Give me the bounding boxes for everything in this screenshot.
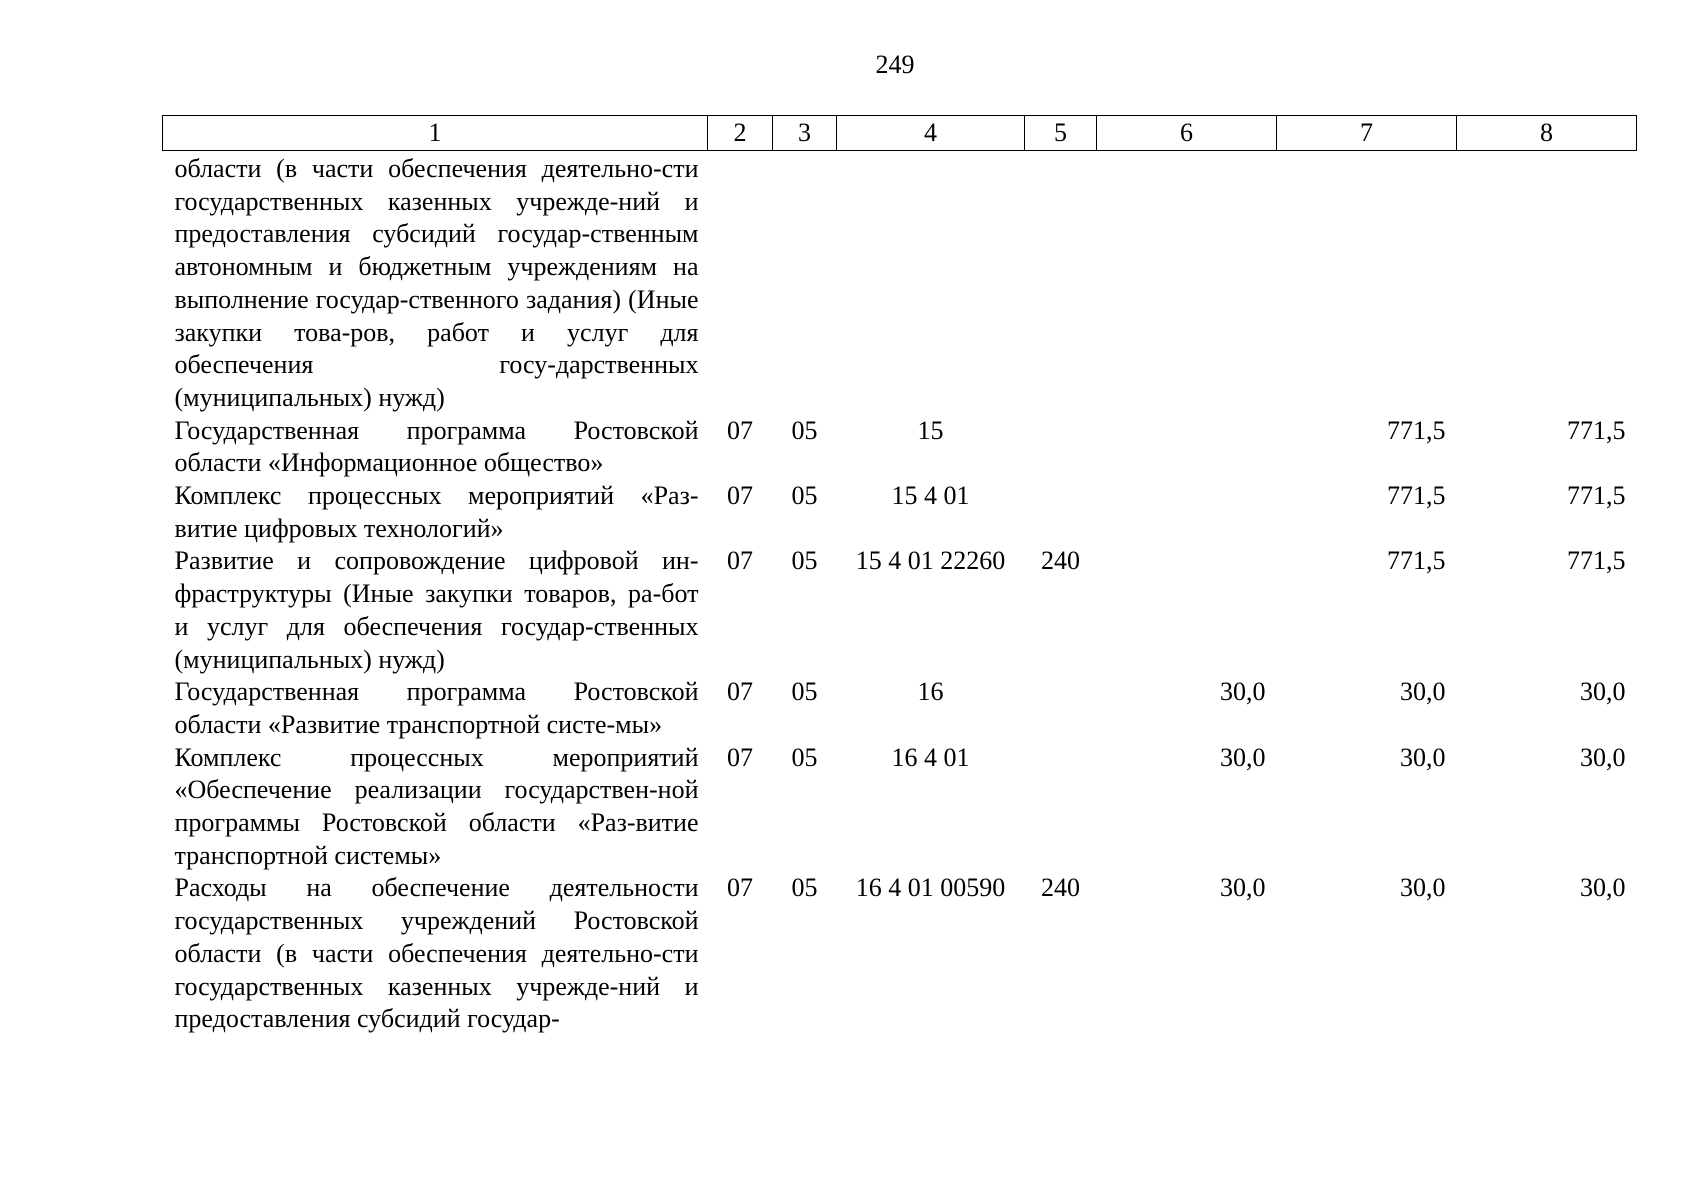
row-col8: 771,5 bbox=[1567, 546, 1626, 576]
table-row bbox=[163, 545, 1637, 676]
column-header: 6 bbox=[1097, 116, 1277, 151]
row-col8: 30,0 bbox=[1580, 873, 1626, 903]
row-rz: 07 bbox=[727, 481, 753, 511]
column-header: 2 bbox=[708, 116, 773, 151]
row-rz: 07 bbox=[727, 546, 753, 576]
row-col8: 771,5 bbox=[1567, 415, 1626, 445]
row-csr: 16 4 01 00590 bbox=[855, 873, 1006, 903]
row-vr bbox=[1025, 480, 1097, 545]
row-vr: 240 bbox=[1041, 546, 1080, 576]
column-header: 4 bbox=[837, 116, 1025, 151]
column-header: 5 bbox=[1025, 116, 1097, 151]
row-vr bbox=[1025, 151, 1097, 415]
row-name: Государственная программа Ростовской области «Развитие транспортной систе-мы» bbox=[174, 677, 699, 739]
table-row bbox=[163, 480, 1637, 545]
row-name: Государственная программа Ростовской области «Информационное общество» bbox=[174, 415, 699, 478]
row-col8: 30,0 bbox=[1580, 677, 1626, 707]
row-col6 bbox=[1097, 151, 1277, 415]
row-col8 bbox=[1457, 151, 1637, 415]
row-name: Комплекс процессных мероприятий «Раз-витие цифровых технологий» bbox=[174, 481, 699, 543]
table-header-row bbox=[163, 116, 1637, 151]
table-row bbox=[163, 415, 1637, 480]
column-header: 1 bbox=[163, 116, 708, 151]
row-csr: 15 4 01 bbox=[891, 481, 970, 511]
row-pr: 05 bbox=[791, 677, 818, 707]
row-csr: 16 bbox=[917, 677, 944, 707]
row-pr: 05 bbox=[791, 546, 818, 576]
table-row bbox=[163, 872, 1637, 1036]
row-col6 bbox=[1097, 480, 1277, 545]
row-vr bbox=[1025, 676, 1097, 741]
row-rz: 07 bbox=[727, 415, 753, 445]
row-csr bbox=[837, 151, 1025, 415]
row-csr: 15 4 01 22260 bbox=[855, 546, 1006, 576]
row-name: Комплекс процессных мероприятий «Обеспечение реализации государствен-ной программы Ростовской области «Раз-витие транспортной системы» bbox=[174, 742, 699, 870]
row-pr: 05 bbox=[791, 873, 818, 903]
row-col6 bbox=[1097, 545, 1277, 676]
row-col7: 30,0 bbox=[1400, 873, 1446, 903]
row-col7 bbox=[1277, 151, 1457, 415]
row-vr: 240 bbox=[1041, 873, 1080, 903]
table-row bbox=[163, 742, 1637, 873]
row-pr bbox=[773, 151, 837, 415]
row-rz bbox=[708, 151, 773, 415]
row-name: области (в части обеспечения деятельно-сти государственных казенных учрежде-ний и предоставления субсидий государ-ственным автономным и бюджетным учреждениям на выполнение государ-ственного задания) (Иные закупки това-ров, работ и услуг для обеспечения госу-дарственных (муниципальных) нужд) bbox=[174, 154, 699, 412]
row-pr: 05 bbox=[791, 742, 818, 772]
column-header: 3 bbox=[773, 116, 837, 151]
row-col7: 771,5 bbox=[1387, 546, 1446, 576]
budget-table bbox=[162, 115, 1637, 1036]
column-header: 7 bbox=[1277, 116, 1457, 151]
row-col6: 30,0 bbox=[1220, 677, 1266, 707]
row-vr bbox=[1025, 742, 1097, 873]
row-csr: 16 4 01 bbox=[891, 742, 970, 772]
row-col7: 771,5 bbox=[1387, 415, 1446, 445]
row-name: Развитие и сопровождение цифровой ин-фраструктуры (Иные закупки товаров, ра-бот и услуг для обеспечения государ-ственных (муниципальных) нужд) bbox=[174, 546, 699, 674]
row-pr: 05 bbox=[791, 481, 818, 511]
column-header: 8 bbox=[1457, 116, 1637, 151]
row-col7: 30,0 bbox=[1400, 677, 1446, 707]
row-col6: 30,0 bbox=[1220, 873, 1266, 903]
row-pr: 05 bbox=[791, 415, 818, 445]
row-col7: 30,0 bbox=[1400, 742, 1446, 772]
row-col8: 30,0 bbox=[1580, 742, 1626, 772]
page-number: 249 bbox=[875, 50, 915, 79]
row-col7: 771,5 bbox=[1387, 481, 1446, 511]
table-row bbox=[163, 676, 1637, 741]
row-col8: 771,5 bbox=[1567, 481, 1626, 511]
row-col6: 30,0 bbox=[1220, 742, 1266, 772]
row-rz: 07 bbox=[727, 677, 753, 707]
row-rz: 07 bbox=[727, 742, 753, 772]
table-row bbox=[163, 151, 1637, 415]
row-col6 bbox=[1097, 415, 1277, 480]
row-csr: 15 bbox=[917, 415, 944, 445]
row-vr bbox=[1025, 415, 1097, 480]
row-name: Расходы на обеспечение деятельности государственных учреждений Ростовской области (в части обеспечения деятельно-сти государственных казенных учрежде-ний и предоставления субсидий государ- bbox=[174, 873, 699, 1034]
row-rz: 07 bbox=[727, 873, 753, 903]
